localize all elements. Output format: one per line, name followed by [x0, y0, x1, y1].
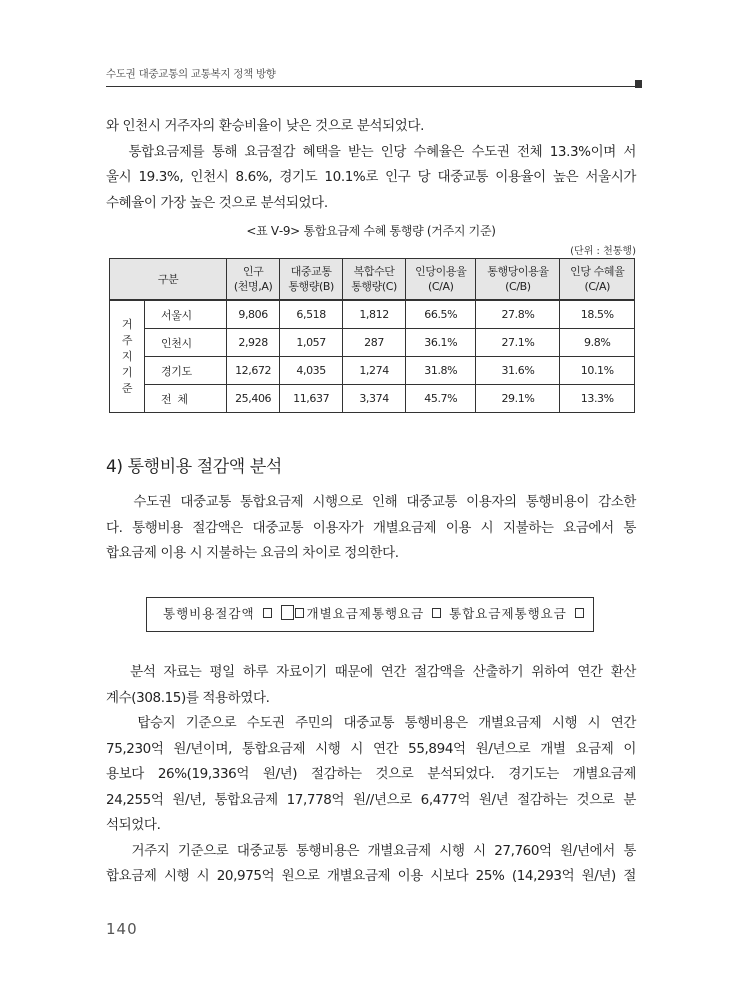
intro-line: 통합요금제를 통해 요금절감 혜택을 받는 인당 수혜율은 수도권 전체 13.3%이며 서: [106, 143, 636, 160]
row-name: 경기도: [145, 357, 227, 385]
header-marker: [635, 80, 642, 88]
section-title: 4) 통행비용 절감액 분석: [106, 457, 282, 477]
header-per-capita-use: 인당이용율 (C/A): [406, 259, 476, 301]
analysis-line: 분석 자료는 평일 하루 자료이기 때문에 연간 절감액을 산출하기 위하여 연간 환산: [106, 664, 636, 680]
row-name: 서울시: [145, 300, 227, 329]
analysis-line: 석되었다.: [106, 817, 161, 833]
table-cell: 3,374: [343, 385, 406, 413]
table-cell: 4,035: [280, 357, 343, 385]
table-cell: 9.8%: [560, 329, 635, 357]
header-per-trip-use: 통행당이용율 (C/B): [476, 259, 560, 301]
table-cell: 1,057: [280, 329, 343, 357]
table-row: [110, 300, 635, 329]
section-paragraph: [106, 490, 636, 567]
header-benefit-rate: 인당 수혜율 (C/A): [560, 259, 635, 301]
table-cell: 11,637: [280, 385, 343, 413]
table-cell: 45.7%: [406, 385, 476, 413]
table-cell: 29.1%: [476, 385, 560, 413]
table-cell: 12,672: [227, 357, 280, 385]
table-cell: 13.3%: [560, 385, 635, 413]
intro-line: 울시 19.3%, 인천시 8.6%, 경기도 10.1%로 인구 당 대중교통 이용율이 높은 서울시가: [106, 169, 636, 185]
formula-middle: 개별요금제통행요금: [306, 606, 425, 621]
section-line: 수도권 대중교통 통합요금제 시행으로 인해 대중교통 이용자의 통행비용이 감소한: [106, 494, 636, 510]
formula-bracket: [281, 605, 294, 620]
row-name: 전 체: [145, 385, 227, 413]
table-cell: 2,928: [227, 329, 280, 357]
header-rule: [106, 86, 641, 87]
table-cell: 18.5%: [560, 300, 635, 329]
header-category: 구분: [110, 259, 227, 301]
table-caption: <표 Ⅴ-9> 통합요금제 수혜 통행량 (거주지 기준): [246, 224, 496, 238]
table-cell: 27.1%: [476, 329, 560, 357]
intro-line: 수혜율이 가장 높은 것으로 분석되었다.: [106, 194, 328, 211]
row-name: 인천시: [145, 329, 227, 357]
table-row: [110, 329, 635, 357]
analysis-line: 용보다 26%(19,336억 원/년) 절감하는 것으로 분석되었다. 경기도는 개별요금제: [106, 766, 636, 782]
table-header-row: [110, 259, 635, 301]
table-cell: 66.5%: [406, 300, 476, 329]
formula-box: [146, 597, 594, 632]
analysis-paragraph: [106, 660, 636, 890]
table-row: [110, 385, 635, 413]
table-unit: (단위 : 천통행): [570, 246, 636, 257]
table-row: [110, 357, 635, 385]
table-cell: 1,274: [343, 357, 406, 385]
intro-line: 와 인천시 거주자의 환승비율이 낮은 것으로 분석되었다.: [106, 118, 424, 134]
table-cell: 27.8%: [476, 300, 560, 329]
section-line: 합요금제 이용 시 지불하는 요금의 차이로 정의한다.: [106, 545, 399, 561]
table-cell: 6,518: [280, 300, 343, 329]
analysis-line: 계수(308.15)를 적용하였다.: [106, 689, 270, 706]
analysis-line: 24,255억 원/년, 통합요금제 17,778억 원//년으로 6,477억 원/년 절감하는 것으로 분: [106, 791, 636, 808]
table-cell: 36.1%: [406, 329, 476, 357]
close-symbol: [575, 608, 584, 618]
equals-symbol: [263, 608, 272, 618]
table-cell: 1,812: [343, 300, 406, 329]
table-cell: 9,806: [227, 300, 280, 329]
header-transit-trips: 대중교통 통행량(B): [280, 259, 343, 301]
header-population: 인구 (천명,A): [227, 259, 280, 301]
table-cell: 25,406: [227, 385, 280, 413]
analysis-line: 75,230억 원/년이며, 통합요금제 시행 시 연간 55,894억 원/년으로 개별 요금제 이: [106, 740, 636, 757]
header-multimodal-trips: 복합수단 통행량(C): [343, 259, 406, 301]
table-cell: 31.6%: [476, 357, 560, 385]
analysis-line: 합요금제 시행 시 20,975억 원으로 개별요금제 이용 시보다 25% (14,293억 원/년) 절: [106, 868, 636, 884]
table-cell: 10.1%: [560, 357, 635, 385]
intro-paragraph: [106, 114, 636, 216]
section-line: 다. 통행비용 절감액은 대중교통 이용자가 개별요금제 이용 시 지불하는 요금에서 통: [106, 519, 636, 536]
formula-right: 통합요금제통행요금: [449, 606, 567, 621]
page-number: 140: [106, 920, 138, 938]
analysis-line: 탑승지 기준으로 수도권 주민의 대중교통 통행비용은 개별요금제 시행 시 연간: [106, 715, 636, 731]
table-cell: 31.8%: [406, 357, 476, 385]
analysis-line: 거주지 기준으로 대중교통 통행비용은 개별요금제 시행 시 27,760억 원/년에서 통: [106, 842, 636, 859]
data-table: [109, 258, 635, 413]
formula-left: 통행비용절감액: [163, 606, 255, 621]
open-symbol: [295, 608, 304, 618]
table-cell: 287: [343, 329, 406, 357]
running-header: 수도권 대중교통의 교통복지 정책 방향: [106, 68, 276, 80]
minus-symbol: [432, 608, 441, 618]
group-label: 거 주 지 기 준: [110, 300, 145, 413]
